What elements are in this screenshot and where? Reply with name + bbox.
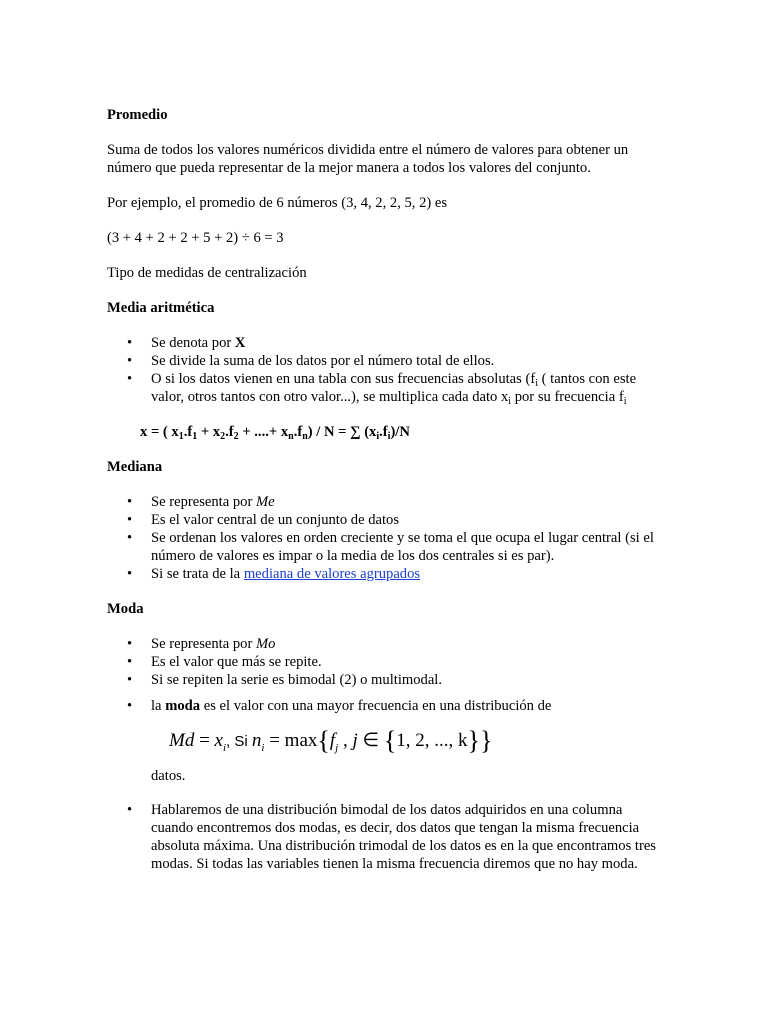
heading-moda: Moda — [107, 601, 144, 617]
media-list — [107, 334, 667, 406]
mediana-list — [107, 493, 667, 583]
list-item: • Se representa por Me — [107, 493, 667, 511]
heading-mediana: Mediana — [107, 459, 163, 475]
list-item: • la moda es el valor con una mayor frecuencia en una distribución de — [107, 697, 667, 715]
promedio-definition: Suma de todos los valores numéricos dividida entre el número de valores para obtener un número que pueda representar de la mejor manera a todos los valores del conjunto. — [107, 142, 629, 176]
mediana-agrupados-link[interactable]: mediana de valores agrupados — [243, 566, 421, 582]
heading-promedio: Promedio — [107, 107, 168, 123]
list-item: • O si los datos vienen en una tabla con sus frecuencias absolutas ($f_i$ ( tantos con este valor, otros tantos con otro valor...), se multiplica cada dato $x_i$ por su frecuencia $f_i$ — [107, 370, 667, 406]
moda-list-2 — [107, 801, 667, 873]
datos-text: datos. — [151, 768, 186, 784]
moda-list — [107, 635, 667, 715]
list-item: • Hablaremos de una distribución bimodal de los datos adquiridos en una columna cuando encontremos dos modas, es decir, dos datos que tengan la misma frecuencia absoluta máxima. Una distribución trimodal de los datos es en la que encontramos tres modas. Si todas las variables tienen la misma frecuencia diremos que no hay moda. — [107, 801, 667, 873]
list-item: • Es el valor central de un conjunto de datos — [107, 511, 667, 529]
tipo-medidas: Tipo de medidas de centralización — [107, 265, 307, 281]
heading-media-aritmetica: Media aritmética — [107, 300, 215, 316]
promedio-example: Por ejemplo, el promedio de 6 números (3, 4, 2, 2, 5, 2) es — [107, 195, 448, 211]
list-item: • Se representa por Mo — [107, 635, 667, 653]
promedio-calculation: (3 + 4 + 2 + 2 + 5 + 2) ÷ 6 = 3 — [107, 230, 284, 246]
list-item: • Se denota por X — [107, 334, 667, 352]
list-item: • Es el valor que más se repite. — [107, 653, 667, 671]
list-item: • Si se repiten la serie es bimodal (2) o multimodal. — [107, 671, 667, 689]
list-item: • Se divide la suma de los datos por el número total de ellos. — [107, 352, 667, 370]
document-page — [107, 106, 667, 873]
media-formula: x = ( $x_1.f_1 + x_2.f_2$ + ....+ $x_n.f_n$) / N = ∑ $(x_i.f_i)/N$ — [140, 424, 410, 442]
moda-formula: $Md = x_i$, Si $n_i = \max\{f_j$ , j ∈ {1, 2, ..., k}} — [169, 726, 493, 755]
list-item: • Se ordenan los valores en orden creciente y se toma el que ocupa el lugar central (si el número de valores es impar o la media de los dos centrales si es par). — [107, 529, 667, 565]
list-item: • Si se trata de la mediana de valores agrupados — [107, 565, 667, 583]
